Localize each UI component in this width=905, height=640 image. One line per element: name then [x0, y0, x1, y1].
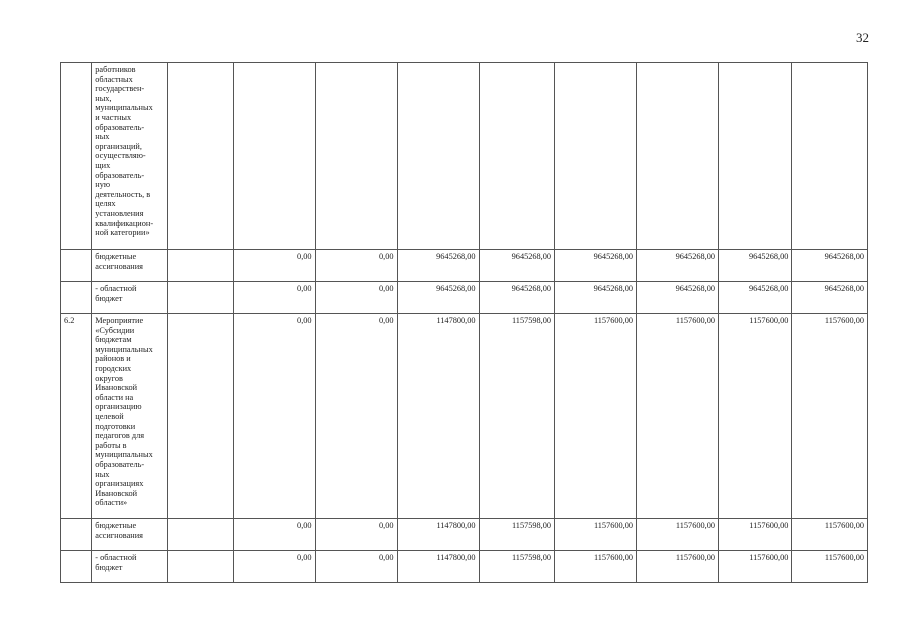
cell-value: 1157600,00	[555, 551, 637, 583]
cell-value: 1157600,00	[637, 314, 719, 519]
cell-value	[719, 63, 792, 250]
row-description: Мероприятие «Субсидии бюджетам муниципальных районов и городских округов Ивановской области на организацию целевой подготовки педагогов для работы в муниципальных образователь- ных организациях Ивановской области»	[92, 314, 168, 519]
cell-value	[233, 63, 315, 250]
cell-value: 1157600,00	[792, 314, 868, 519]
cell-value	[167, 282, 233, 314]
cell-value: 0,00	[233, 551, 315, 583]
cell-value: 1157600,00	[792, 551, 868, 583]
cell-value	[167, 314, 233, 519]
cell-value: 9645268,00	[637, 250, 719, 282]
row-index	[61, 519, 92, 551]
cell-value: 0,00	[315, 282, 397, 314]
cell-value: 1157600,00	[719, 519, 792, 551]
table-row	[61, 282, 868, 314]
cell-value: 9645268,00	[479, 282, 555, 314]
cell-value: 9645268,00	[792, 282, 868, 314]
cell-value: 9645268,00	[555, 250, 637, 282]
row-index	[61, 250, 92, 282]
cell-value: 9645268,00	[479, 250, 555, 282]
cell-value	[167, 250, 233, 282]
cell-value	[637, 63, 719, 250]
cell-value	[555, 63, 637, 250]
cell-value: 9645268,00	[792, 250, 868, 282]
row-index	[61, 551, 92, 583]
table-row	[61, 551, 868, 583]
cell-value: 1157598,00	[479, 551, 555, 583]
cell-value: 1157600,00	[792, 519, 868, 551]
cell-value: 9645268,00	[719, 282, 792, 314]
cell-value: 1157600,00	[637, 551, 719, 583]
cell-value: 1157600,00	[719, 551, 792, 583]
row-index	[61, 282, 92, 314]
cell-value: 0,00	[315, 551, 397, 583]
cell-value: 1147800,00	[397, 314, 479, 519]
cell-value: 0,00	[315, 519, 397, 551]
cell-value: 0,00	[233, 519, 315, 551]
cell-value: 1157598,00	[479, 519, 555, 551]
cell-value: 9645268,00	[637, 282, 719, 314]
cell-value	[167, 63, 233, 250]
table-row	[61, 314, 868, 519]
cell-value: 9645268,00	[397, 250, 479, 282]
cell-value: 0,00	[315, 250, 397, 282]
cell-value: 1147800,00	[397, 551, 479, 583]
row-description: - областной бюджет	[92, 282, 168, 314]
cell-value: 0,00	[233, 282, 315, 314]
cell-value: 9645268,00	[555, 282, 637, 314]
cell-value: 9645268,00	[719, 250, 792, 282]
cell-value	[397, 63, 479, 250]
table-row	[61, 519, 868, 551]
cell-value: 1157598,00	[479, 314, 555, 519]
cell-value: 9645268,00	[397, 282, 479, 314]
row-description: - областной бюджет	[92, 551, 168, 583]
cell-value: 1157600,00	[555, 314, 637, 519]
budget-table	[60, 62, 868, 583]
page-number: 32	[856, 30, 869, 45]
cell-value: 0,00	[233, 250, 315, 282]
cell-value	[315, 63, 397, 250]
row-description: работников областных государствен- ных, муниципальных и частных образователь- ных организаций, осуществляю- щих образователь- ную деятельность, в целях установления квалификацион- ной категории»	[92, 63, 168, 250]
row-index: 6.2	[61, 314, 92, 519]
cell-value	[479, 63, 555, 250]
cell-value	[167, 519, 233, 551]
table-row	[61, 63, 868, 250]
cell-value: 1157600,00	[555, 519, 637, 551]
table-row	[61, 250, 868, 282]
row-description: бюджетные ассигнования	[92, 250, 168, 282]
cell-value	[167, 551, 233, 583]
cell-value: 0,00	[315, 314, 397, 519]
row-description: бюджетные ассигнования	[92, 519, 168, 551]
cell-value: 0,00	[233, 314, 315, 519]
cell-value: 1157600,00	[719, 314, 792, 519]
cell-value	[792, 63, 868, 250]
cell-value: 1147800,00	[397, 519, 479, 551]
cell-value: 1157600,00	[637, 519, 719, 551]
row-index	[61, 63, 92, 250]
